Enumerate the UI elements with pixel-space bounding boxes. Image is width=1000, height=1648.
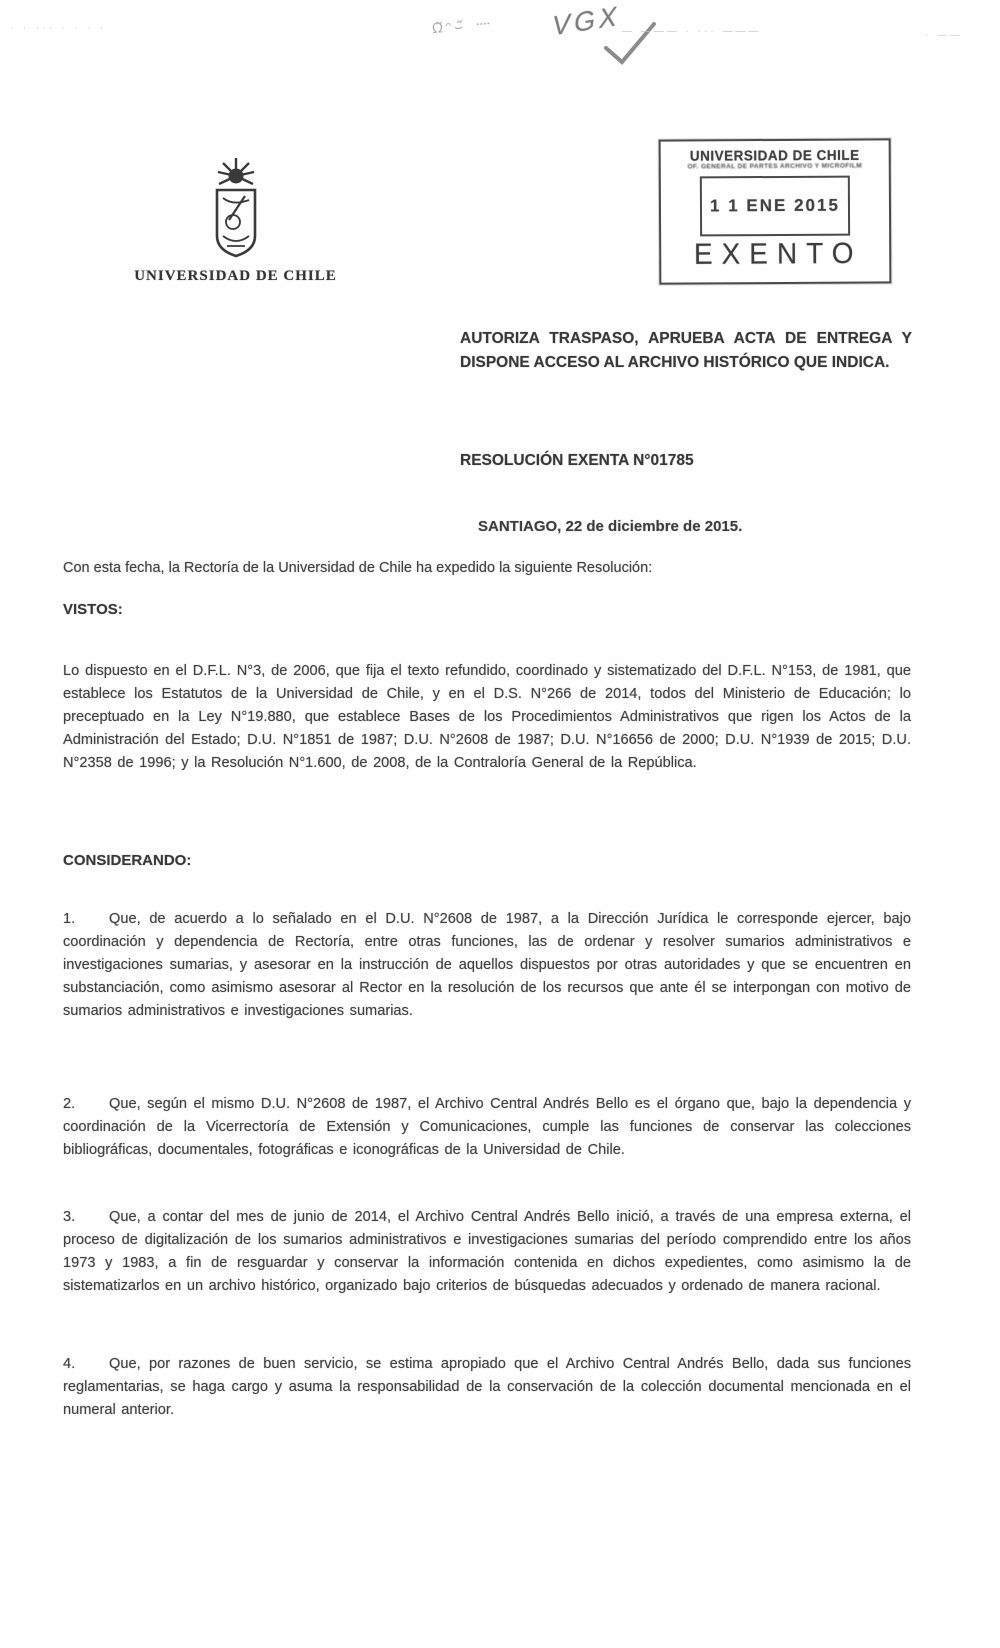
item-text: Que, por razones de buen servicio, se estima apropiado que el Archivo Central Andrés Bello, dada sus funciones reglamentarias, se haga cargo y asuma la responsabilidad de la conservación de la colección documental mencionada en el numeral anterior. <box>63 1355 911 1418</box>
university-seal-icon <box>209 158 263 260</box>
copier-noise-dashes: · —— <box>925 30 964 41</box>
resolution-subject: AUTORIZA TRASPASO, APRUEBA ACTA DE ENTREGA Y DISPONE ACCESO AL ARCHIVO HISTÓRICO QUE INDICA. <box>460 330 912 371</box>
stamp-status: EXENTO <box>693 236 863 271</box>
copier-noise-mark: · · ··· · · · · <box>10 22 107 34</box>
stamp-date-box <box>700 176 850 237</box>
place-and-date: SANTIAGO, 22 de diciembre de 2015. <box>478 518 743 535</box>
reception-stamp <box>659 138 892 284</box>
resolution-number: RESOLUCIÓN EXENTA N°01785 <box>460 452 694 469</box>
stamp-date: 1 1 ENE 2015 <box>709 195 840 216</box>
item-number: 2. <box>63 1095 76 1112</box>
handwriting-squiggle: ᘯ᷉ᵔ⌣᷉ ᠁ <box>431 16 490 36</box>
considerando-item-4 <box>63 1353 911 1422</box>
vistos-paragraph <box>63 660 911 775</box>
item-text: Que, según el mismo D.U. N°2608 de 1987, el Archivo Central Andrés Bello es el órgano que, bajo la dependencia y coordinación de la Vicerrectoría de Extensión y Comunicaciones, cumple las funciones de conservar las colecciones bibliográficas, documentales, fotográficas e iconográficas de la Universidad de Chile. <box>63 1095 911 1158</box>
vistos-heading: VISTOS: <box>63 601 123 618</box>
copier-noise-dashes: — ——— · ··· ——— <box>622 26 762 37</box>
item-text: Que, de acuerdo a lo señalado en el D.U. N°2608 de 1987, a la Dirección Jurídica le corresponde ejercer, bajo coordinación y dependencia de Rectoría, entre otras funciones, las de ordenar y resolver sumarios administrativos e investigaciones sumarias, y asesorar en la instrucción de aquellos dispuestos por otras autoridades y que se encuentren en substanciación, como asimismo asesorar al Rector en la resolución de los recursos que ante él se interpongan con motivo de sumarios administrativos e investigaciones sumarias. <box>63 910 911 1019</box>
issuance-statement: Con esta fecha, la Rectoría de la Universidad de Chile ha expedido la siguiente Resolución: <box>63 560 653 576</box>
stamp-institution: UNIVERSIDAD DE CHILE <box>689 147 860 164</box>
stamp-office-line: OF. GENERAL DE PARTES ARCHIVO Y MICROFILM <box>687 162 863 171</box>
considerando-item-2 <box>63 1093 911 1162</box>
item-text: Que, a contar del mes de junio de 2014, el Archivo Central Andrés Bello inició, a través de una empresa externa, el proceso de digitalización de los sumarios administrativos e investigaciones sumarias del período comprendido entre los años 1973 y 1983, a fin de resguardar y conservar la información contenida en dichos expedientes, como asimismo la de sistematizarlos en un archivo histórico, organizado bajo criterios de búsquedas adecuados y ordenado de manera racional. <box>63 1208 911 1294</box>
university-name: UNIVERSIDAD DE CHILE <box>134 268 337 284</box>
vistos-text: Lo dispuesto en el D.F.L. N°3, de 2006, que fija el texto refundido, coordinado y sistematizado del D.F.L. N°153, de 1981, que establece los Estatutos de la Universidad de Chile, y en el D.S. N°266 de 2014, todos del Ministerio de Educación; lo preceptuado en la Ley N°19.880, que establece Bases de los Procedimientos Administrativos que rigen los Actos de la Administración del Estado; D.U. N°1851 de 1987; D.U. N°2608 de 1987; D.U. N°16656 de 2000; D.U. N°1939 de 2015; D.U. N°2358 de 1996; y la Resolución N°1.600, de 2008, de la Contraloría General de la República. <box>63 662 911 771</box>
item-number: 3. <box>63 1208 76 1225</box>
considerando-heading: CONSIDERANDO: <box>63 852 192 869</box>
university-logo-block <box>128 158 343 285</box>
item-number: 1. <box>63 910 76 927</box>
considerando-item-1 <box>63 908 911 1023</box>
item-number: 4. <box>63 1355 76 1372</box>
considerando-item-3 <box>63 1206 911 1298</box>
handwritten-initials: VGX <box>551 0 622 42</box>
